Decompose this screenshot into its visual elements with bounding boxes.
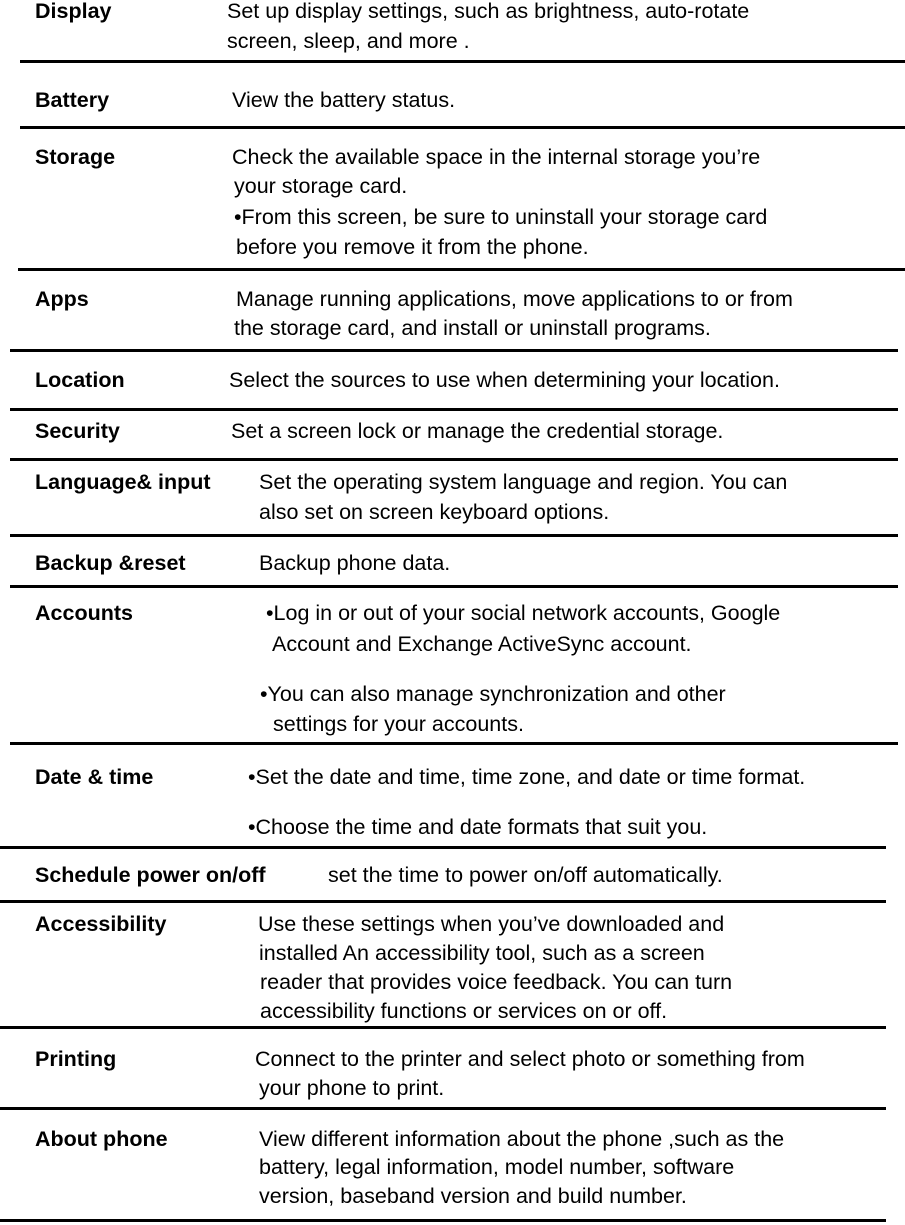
setting-label-date-time: Date & time: [35, 765, 154, 789]
divider: [10, 742, 898, 745]
divider: [10, 408, 898, 411]
setting-desc-accessibility-line-3: reader that provides voice feedback. You can turn: [260, 970, 733, 994]
setting-label-display: Display: [35, 0, 112, 23]
setting-desc-accessibility-line-2: installed An accessibility tool, such as a screen: [259, 941, 705, 965]
divider: [18, 268, 905, 271]
setting-desc-language-line-2: also set on screen keyboard options.: [259, 500, 610, 524]
setting-label-language-input: Language& input: [35, 470, 211, 494]
setting-desc-display-line-2: screen, sleep, and more .: [227, 29, 470, 53]
setting-desc-accounts-line-4: settings for your accounts.: [273, 712, 524, 736]
setting-desc-battery-line-1: View the battery status.: [232, 88, 456, 112]
setting-label-battery: Battery: [35, 88, 110, 112]
divider: [0, 1026, 886, 1029]
setting-desc-storage-line-1: Check the available space in the internal storage you’re: [232, 145, 761, 169]
divider: [10, 534, 898, 537]
setting-desc-accessibility-line-1: Use these settings when you’ve downloaded and: [258, 912, 725, 936]
setting-desc-display-line-1: Set up display settings, such as brightness, auto-rotate: [227, 0, 750, 23]
divider: [20, 126, 905, 129]
setting-desc-date-line-2: •Choose the time and date formats that suit you.: [248, 815, 708, 839]
setting-desc-accounts-line-3: •You can also manage synchronization and other: [260, 682, 726, 706]
setting-label-backup-reset: Backup &reset: [35, 551, 186, 575]
setting-label-accounts: Accounts: [35, 601, 133, 625]
setting-desc-language-line-1: Set the operating system language and region. You can: [259, 470, 788, 494]
setting-desc-about-line-1: View different information about the phone ,such as the: [259, 1127, 785, 1151]
divider: [0, 900, 886, 903]
divider: [10, 585, 898, 588]
setting-desc-accounts-line-2: Account and Exchange ActiveSync account.: [272, 632, 692, 656]
setting-desc-storage-line-4: before you remove it from the phone.: [236, 235, 589, 259]
setting-label-about-phone: About phone: [35, 1127, 168, 1151]
setting-label-storage: Storage: [35, 145, 116, 169]
setting-desc-apps-line-1: Manage running applications, move applications to or from: [236, 287, 793, 311]
setting-label-security: Security: [35, 419, 120, 443]
setting-desc-date-line-1: •Set the date and time, time zone, and date or time format.: [248, 765, 806, 789]
divider: [0, 846, 886, 849]
setting-desc-security-line-1: Set a screen lock or manage the credential storage.: [231, 419, 724, 443]
setting-desc-about-line-2: battery, legal information, model number, software: [259, 1155, 735, 1179]
setting-label-apps: Apps: [35, 287, 89, 311]
setting-desc-location-line-1: Select the sources to use when determining your location.: [229, 368, 780, 392]
setting-label-printing: Printing: [35, 1047, 117, 1071]
divider: [20, 60, 905, 63]
divider: [10, 349, 898, 352]
setting-desc-backup-line-1: Backup phone data.: [259, 551, 451, 575]
setting-desc-apps-line-2: the storage card, and install or uninstall programs.: [234, 316, 711, 340]
setting-desc-schedule-line-1: set the time to power on/off automatically.: [328, 863, 723, 887]
setting-desc-storage-line-3: •From this screen, be sure to uninstall your storage card: [234, 205, 768, 229]
setting-desc-accessibility-line-4: accessibility functions or services on or off.: [260, 999, 668, 1023]
divider: [0, 1219, 886, 1222]
setting-desc-about-line-3: version, baseband version and build number.: [259, 1184, 687, 1208]
setting-label-accessibility: Accessibility: [35, 912, 167, 936]
divider: [10, 458, 898, 461]
divider: [0, 1107, 886, 1110]
setting-desc-storage-line-2: your storage card.: [234, 174, 408, 198]
setting-desc-accounts-line-1: •Log in or out of your social network accounts, Google: [266, 601, 781, 625]
setting-label-schedule-power: Schedule power on/off: [35, 863, 266, 887]
setting-label-location: Location: [35, 368, 125, 392]
setting-desc-printing-line-1: Connect to the printer and select photo or something from: [255, 1047, 805, 1071]
setting-desc-printing-line-2: your phone to print.: [259, 1076, 445, 1100]
